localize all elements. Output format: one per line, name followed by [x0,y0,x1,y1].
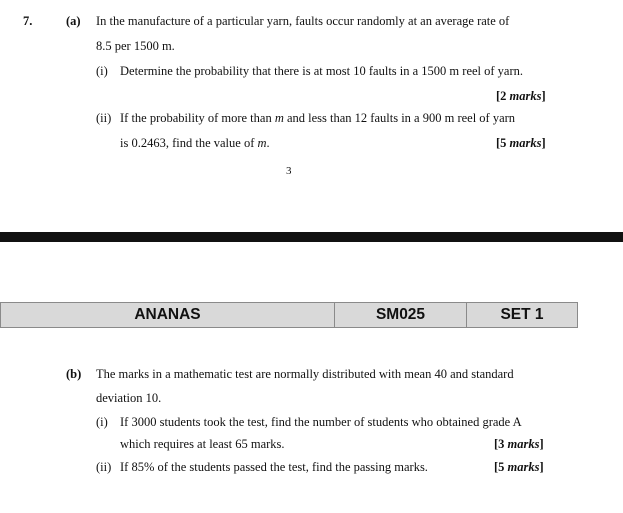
part-a-line2: 8.5 per 1500 m. [96,39,175,53]
part-b-sub-ii-text: If 85% of the students passed the test, find the passing marks. [120,460,428,474]
header-cell-name: ANANAS [1,303,335,328]
part-b-sub-ii-marks [494,460,544,475]
part-a-sub-i-text: Determine the probability that there is at most 10 faults in a 1500 m reel of yarn. [120,64,524,78]
sub-ii-text2-b: . [266,136,270,150]
part-a-sub-ii-label: (ii) [96,111,112,125]
marks-end: ] [541,89,546,103]
marks-num: [5 [494,460,508,474]
marks-word: marks [509,136,542,150]
part-a-sub-i-marks [496,89,546,104]
page-divider-bar [0,232,623,242]
header-cell-set: SET 1 [467,303,578,328]
part-b-sub-i-line2: which requires at least 65 marks. [120,437,285,451]
part-b-label: (b) [66,367,82,381]
part-b-sub-ii-label: (ii) [96,460,112,474]
part-a-sub-ii-line1 [120,111,515,126]
header-cell-code: SM025 [335,303,467,328]
part-a-line1: In the manufacture of a particular yarn, faults occur randomly at an average rate of [96,14,510,28]
sub-ii-text2-a: is 0.2463, find the value of [120,136,258,150]
part-b-sub-i-label: (i) [96,415,108,429]
page-number: 3 [286,165,292,177]
marks-word: marks [507,460,540,474]
part-b-line1: The marks in a mathematic test are normally distributed with mean 40 and standard [96,367,514,381]
marks-word: marks [509,89,542,103]
marks-num: [5 [496,136,510,150]
variable-m: m [274,111,284,125]
header-table [0,302,578,328]
marks-num: [2 [496,89,510,103]
sub-ii-text1-b: and less than 12 faults in a 900 m reel of yarn [283,111,516,125]
marks-num: [3 [494,437,508,451]
sub-ii-text1-a: If the probability of more than [120,111,275,125]
marks-word: marks [507,437,540,451]
question-number: 7. [23,14,33,28]
part-b-sub-i-marks [494,437,544,452]
marks-end: ] [539,460,544,474]
part-a-sub-ii-line2 [120,136,270,151]
part-b-sub-i-line1: If 3000 students took the test, find the number of students who obtained grade A [120,415,522,429]
marks-end: ] [541,136,546,150]
part-a-label: (a) [66,14,81,28]
marks-end: ] [539,437,544,451]
part-b-line2: deviation 10. [96,391,162,405]
part-a-sub-i-label: (i) [96,64,108,78]
variable-m-2: m [257,136,267,150]
part-a-sub-ii-marks [496,136,546,151]
